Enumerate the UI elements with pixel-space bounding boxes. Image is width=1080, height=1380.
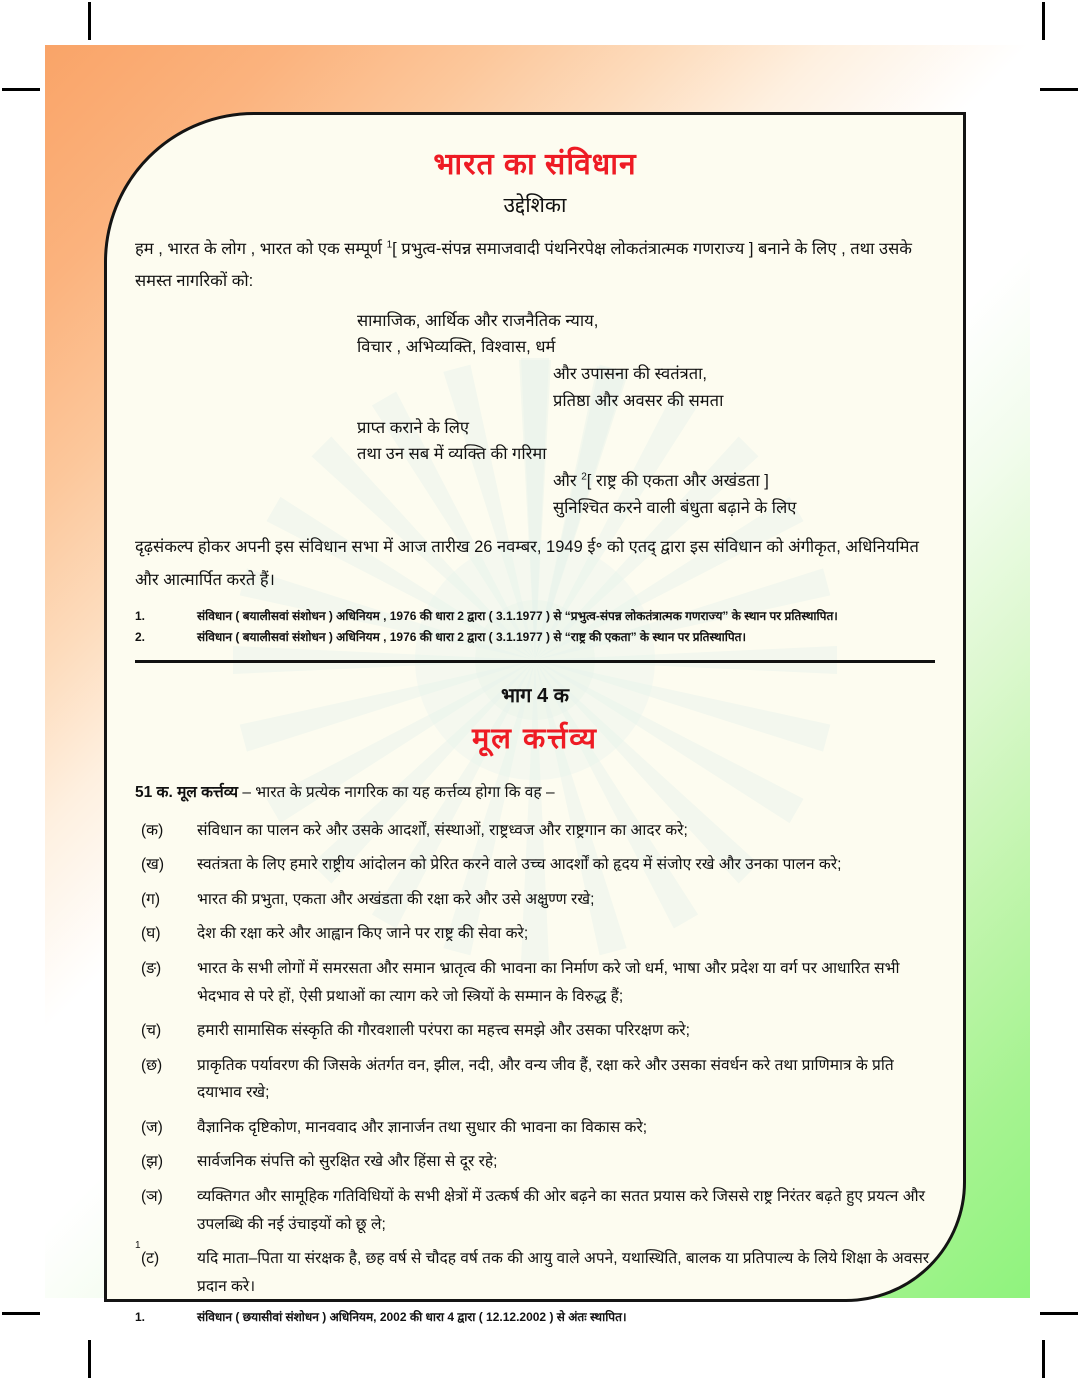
preamble-bracket-text: [ प्रभुत्व-संपन्न समाजवादी पंथनिरपेक्ष लोकतंत्रात्मक गणराज्य ] (392, 240, 754, 259)
duty-text: स्वतंत्रता के लिए हमारे राष्ट्रीय आंदोलन को प्रेरित करने वाले उच्च आदर्शों को हृदय में संजोए रखे और उनका पालन करे; (197, 856, 842, 874)
duty-item (135, 1017, 935, 1045)
duty-item (135, 1148, 935, 1176)
duty-text: सार्वजनिक संपत्ति को सुरक्षित रखे और हिंसा से दूर रहे; (197, 1153, 498, 1171)
duty-marker-label: (ट) (141, 1250, 160, 1268)
crop-mark-bottom-left-vertical (88, 1340, 91, 1378)
duty-item (135, 1240, 935, 1300)
duty-text: प्राकृतिक पर्यावरण की जिसके अंतर्गत वन, झील, नदी, और वन्य जीव हैं, रक्षा करे और उसका संवर्धन करे तथा प्राणिमात्र के प्रति दयाभाव रखे; (197, 1056, 894, 1102)
duty-marker (135, 1148, 197, 1176)
pledge-line: तथा उन सब में व्यक्ति की गरिमा (357, 445, 547, 464)
duty-marker (135, 955, 197, 1010)
duty-item (135, 1114, 935, 1142)
crop-mark-top-left-horizontal (2, 88, 40, 91)
duty-marker (135, 920, 197, 948)
preamble-footnotes (135, 606, 935, 648)
crop-mark-bottom-right-vertical (1042, 1340, 1045, 1378)
pledge-line: प्रतिष्ठा और अवसर की समता (553, 391, 724, 410)
duty-marker-label: (ञ) (141, 1187, 163, 1205)
crop-mark-top-right-horizontal (1040, 88, 1078, 91)
footnote-item (135, 606, 935, 627)
preamble-opening-text: हम , भारत के लोग , भारत को एक सम्पूर्ण (135, 240, 382, 259)
footnote-item (135, 627, 935, 648)
footnote-number: 2. (135, 629, 146, 644)
document-content-panel (104, 112, 966, 1325)
page-title: भारत का संविधान (433, 148, 637, 181)
duty-text: व्यक्तिगत और सामूहिक गतिविधियों के सभी क्षेत्रों में उत्कर्ष की ओर बढ़ने का सतत प्रयास करे जिससे राष्ट्र निरंतर बढ़ते हुए प्रयत्न और उपलब्धि की नई उंचाइयों को छू ले; (197, 1187, 925, 1233)
duty-marker (135, 1017, 197, 1045)
duty-marker-label: (ग) (141, 890, 161, 908)
section-divider (135, 660, 935, 663)
pledge-line: सामाजिक, आर्थिक और राजनैतिक न्याय, (357, 311, 599, 330)
duty-marker-label: (झ) (141, 1153, 164, 1171)
duties-footnotes (135, 1307, 935, 1328)
footnote-ref-1: 1 (386, 239, 393, 251)
crop-mark-top-right-vertical (1042, 2, 1045, 40)
preamble-opening-paragraph (135, 233, 935, 297)
footnote-ref-2: 2 (581, 471, 587, 483)
pledge-line: विचार , अभिव्यक्ति, विश्वास, धर्म (357, 338, 556, 357)
crop-mark-bottom-left-horizontal (2, 1312, 40, 1315)
crop-mark-top-left-vertical (88, 2, 91, 40)
duty-text: भारत के सभी लोगों में समरसता और समान भ्रातृत्व की भावना का निर्माण करे जो धर्म, भाषा और प्रदेश या वर्ग पर आधारित सभी भेदभाव से परे हों, ऐसी प्रथाओं का त्याग करे जो स्त्रियों के सम्मान के विरुद्ध हैं; (197, 959, 900, 1005)
duty-text: वैज्ञानिक दृष्टिकोण, मानववाद और ज्ञानार्जन तथा सुधार की भावना का विकास करे; (197, 1118, 648, 1136)
duty-item (135, 1183, 935, 1238)
preamble-heading: उद्देशिका (503, 194, 567, 217)
duty-marker (135, 1052, 197, 1107)
duty-marker-label: (छ) (141, 1056, 163, 1074)
duty-item (135, 886, 935, 914)
duty-marker (135, 1114, 197, 1142)
article-number: 51 क. मूल कर्त्तव्य (135, 783, 239, 801)
preamble-pledge-block (135, 308, 935, 522)
article-lead (135, 779, 935, 807)
duty-item (135, 920, 935, 948)
duty-text: देश की रक्षा करे और आह्वान किए जाने पर राष्ट्र की सेवा करे; (197, 925, 529, 943)
pledge-line-unity (135, 468, 935, 495)
duty-item (135, 817, 935, 845)
duty-marker (135, 886, 197, 914)
duty-text: हमारी सामासिक संस्कृति की गौरवशाली परंपरा का महत्त्व समझे और उसका परिरक्षण करे; (197, 1022, 690, 1040)
part-label: भाग 4 क (500, 684, 570, 707)
duty-text: संविधान का पालन करे और उसके आदर्शों, संस्थाओं, राष्ट्रध्वज और राष्ट्रगान का आदर करे; (197, 821, 688, 839)
pledge-unity-prefix: और (553, 471, 577, 490)
duty-marker-label: (घ) (141, 925, 161, 943)
pledge-unity-bracket: [ राष्ट्र की एकता और अखंडता ] (586, 471, 769, 490)
duty-item (135, 1052, 935, 1107)
preamble-closing-paragraph: दृढ़संकल्प होकर अपनी इस संविधान सभा में आज तारीख 26 नवम्बर, 1949 ई॰ को एतद् द्वारा इस संविधान को अंगीकृत, अधिनियमित और आत्मार्पित करते हैं। (135, 538, 919, 589)
duty-marker: 1 (ट) (135, 1240, 160, 1268)
duty-marker-label: (ङ) (141, 959, 162, 977)
duty-item (135, 851, 935, 879)
part-title: मूल कर्त्तव्य (471, 722, 599, 755)
document-body (107, 115, 963, 1338)
duty-marker (135, 817, 197, 845)
footnote-text: संविधान ( बयालीसवां संशोधन ) अधिनियम , 1976 की धारा 2 द्वारा ( 3.1.1977 ) से “प्रभुत्व-संपन्न लोकतंत्रात्मक गणराज्य” के स्थान पर प्रतिस्थापित। (197, 608, 838, 623)
duty-marker-label: (क) (141, 821, 164, 839)
preamble-opening-tail: बनाने के लिए , तथा उसके समस्त नागरिकों को: (135, 240, 912, 291)
pledge-line: और उपासना की स्वतंत्रता, (553, 365, 707, 384)
duty-marker (135, 851, 197, 879)
pledge-line: सुनिश्चित करने वाली बंधुता बढ़ाने के लिए (553, 498, 797, 517)
duty-marker-label: (च) (141, 1022, 162, 1040)
footnote-number: 1. (135, 1310, 146, 1325)
article-lead-text: – भारत के प्रत्येक नागरिक का यह कर्त्तव्य होगा कि वह – (242, 783, 555, 801)
footnote-text: संविधान ( छयासीवां संशोधन ) अधिनियम, 2002 की धारा 4 द्वारा ( 12.12.2002 ) से अंतः स्थापित। (197, 1310, 627, 1325)
duty-marker (135, 1183, 197, 1238)
footnote-text: संविधान ( बयालीसवां संशोधन ) अधिनियम , 1976 की धारा 2 द्वारा ( 3.1.1977 ) से “राष्ट्र की एकता” के स्थान पर प्रतिस्थापित। (197, 629, 747, 644)
duty-marker-label: (ज) (141, 1118, 163, 1136)
duty-marker-label: (ख) (141, 856, 165, 874)
duty-item (135, 955, 935, 1010)
duty-text: यदि माता–पिता या संरक्षक है, छह वर्ष से चौदह वर्ष तक की आयु वाले अपने, यथास्थिति, बालक या प्रतिपाल्य के लिये शिक्षा के अवसर प्रदान करे। (197, 1250, 930, 1295)
pledge-line: प्राप्त कराने के लिए (357, 418, 470, 437)
footnote-item (135, 1307, 935, 1328)
duty-text: भारत की प्रभुता, एकता और अखंडता की रक्षा करे और उसे अक्षुण्ण रखे; (197, 890, 595, 908)
footnote-number: 1. (135, 608, 146, 623)
crop-mark-bottom-right-horizontal (1040, 1312, 1078, 1315)
